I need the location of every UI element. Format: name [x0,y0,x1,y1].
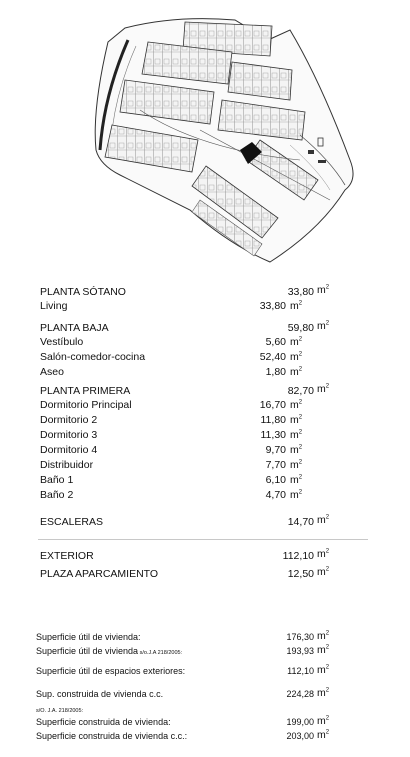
unit-label: m [290,399,299,411]
summary-value: 203,00 [286,731,314,741]
exterior-unit [317,548,329,560]
unit-exponent: 2 [325,630,330,637]
room-label: Dormitorio 2 [40,414,98,426]
unit-exponent: 2 [298,429,303,436]
divider [38,539,368,540]
room-value: 6,10 [265,474,286,486]
unit-label: m [317,284,326,296]
room-value: 11,80 [260,414,286,426]
summary-unit [317,630,329,642]
room-label: Baño 1 [40,474,74,486]
unit-label: m [290,474,299,486]
room-unit [290,429,302,441]
site-plan [0,0,410,270]
unit-exponent: 2 [325,284,330,291]
unit-exponent: 2 [325,644,330,651]
section-total: 82,70 [287,385,314,397]
unit-exponent: 2 [298,336,303,343]
unit-label: m [317,514,326,526]
unit-label: m [290,489,299,501]
unit-exponent: 2 [325,715,330,722]
unit-label: m [290,459,299,471]
summary-label-text: Superficie útil de vivienda [36,646,139,656]
room-value: 33,80 [259,300,286,312]
room-label: Aseo [40,366,64,378]
summary-label-text: Superficie útil de vivienda: [36,632,141,642]
summary-label [36,703,83,717]
plaza-unit [317,566,329,578]
unit-exponent: 2 [325,383,330,390]
summary-note: s/O. J.A. 218/2005: [36,708,84,714]
unit-exponent: 2 [325,320,330,327]
unit-label: m [317,644,326,656]
section-title: PLANTA PRIMERA [40,385,131,397]
room-unit [290,351,302,363]
unit-label: m [290,336,299,348]
unit-exponent: 2 [298,366,303,373]
unit-label: m [317,664,326,676]
summary-unit [317,687,329,699]
unit-label: m [317,729,326,741]
summary-label [36,730,187,742]
room-value: 5,60 [265,336,286,348]
unit-exponent: 2 [298,444,303,451]
room-value: 11,30 [260,429,286,441]
room-value: 52,40 [259,351,286,363]
section-total: 59,80 [287,322,314,334]
room-unit [290,300,302,312]
room-value: 7,70 [265,459,286,471]
room-value: 16,70 [259,399,286,411]
room-value: 1,80 [265,366,286,378]
summary-value: 112,10 [287,666,314,676]
unit-exponent: 2 [298,489,303,496]
summary-label-text: Sup. construida de vivienda c.c. [36,689,164,699]
summary-value: 199,00 [286,717,314,727]
room-value: 4,70 [265,489,286,501]
summary-label-text: Superficie construida de vivienda c.c.: [36,731,188,741]
section-title: PLANTA SÓTANO [40,286,126,298]
room-label: Baño 2 [40,489,74,501]
summary-value: 193,93 [286,646,314,656]
room-label: Dormitorio Principal [40,399,132,411]
room-label: Dormitorio 4 [40,444,98,456]
unit-exponent: 2 [325,566,330,573]
unit-exponent: 2 [298,300,303,307]
summary-label [36,688,163,700]
section-total-unit [317,320,329,332]
exterior-value: 112,10 [282,550,314,562]
unit-label: m [290,366,299,378]
summary-label [36,665,185,677]
room-unit [290,414,302,426]
room-unit [290,444,302,456]
plaza-label: PLAZA APARCAMIENTO [40,568,159,580]
unit-exponent: 2 [298,414,303,421]
escaleras-value: 14,70 [287,516,314,528]
exterior-label: EXTERIOR [40,550,94,562]
unit-label: m [317,320,326,332]
escaleras-label: ESCALERAS [40,516,104,528]
section-total: 33,80 [287,286,314,298]
room-value: 9,70 [265,444,286,456]
summary-unit [317,664,329,676]
unit-label: m [290,351,299,363]
unit-label: m [317,687,326,699]
room-label: Dormitorio 3 [40,429,98,441]
summary-value: 176,30 [286,632,314,642]
unit-label: m [317,566,326,578]
room-unit [290,399,302,411]
summary-label [36,631,141,643]
room-label: Distribuidor [40,459,94,471]
unit-exponent: 2 [325,664,330,671]
summary-unit [317,729,329,741]
unit-exponent: 2 [325,729,330,736]
room-unit [290,366,302,378]
unit-label: m [290,429,299,441]
room-label: Salón-comedor-cocina [40,351,146,363]
room-unit [290,336,302,348]
unit-label: m [317,715,326,727]
section-title: PLANTA BAJA [40,322,109,334]
unit-label: m [290,300,299,312]
unit-exponent: 2 [298,351,303,358]
unit-exponent: 2 [325,687,330,694]
room-unit [290,489,302,501]
summary-label-text: Superficie construida de vivienda: [36,717,171,727]
unit-exponent: 2 [298,399,303,406]
unit-exponent: 2 [325,548,330,555]
unit-exponent: 2 [298,459,303,466]
unit-exponent: 2 [298,474,303,481]
summary-note: s/o.J.A 218/2005: [138,650,183,656]
escaleras-unit [317,514,329,526]
plaza-value: 12,50 [287,568,314,580]
summary-value: 224,28 [286,689,314,699]
section-total-unit [317,383,329,395]
room-unit [290,474,302,486]
summary-label [36,645,182,659]
summary-label-text: Superficie útil de espacios exteriores: [36,666,186,676]
section-total-unit [317,284,329,296]
summary-unit [317,715,329,727]
unit-label: m [317,548,326,560]
summary-unit [317,644,329,656]
room-unit [290,459,302,471]
summary-label [36,716,171,728]
room-label: Vestíbulo [40,336,84,348]
unit-label: m [290,444,299,456]
unit-label: m [317,383,326,395]
room-label: Living [40,300,68,312]
unit-label: m [317,630,326,642]
unit-exponent: 2 [325,514,330,521]
unit-label: m [290,414,299,426]
